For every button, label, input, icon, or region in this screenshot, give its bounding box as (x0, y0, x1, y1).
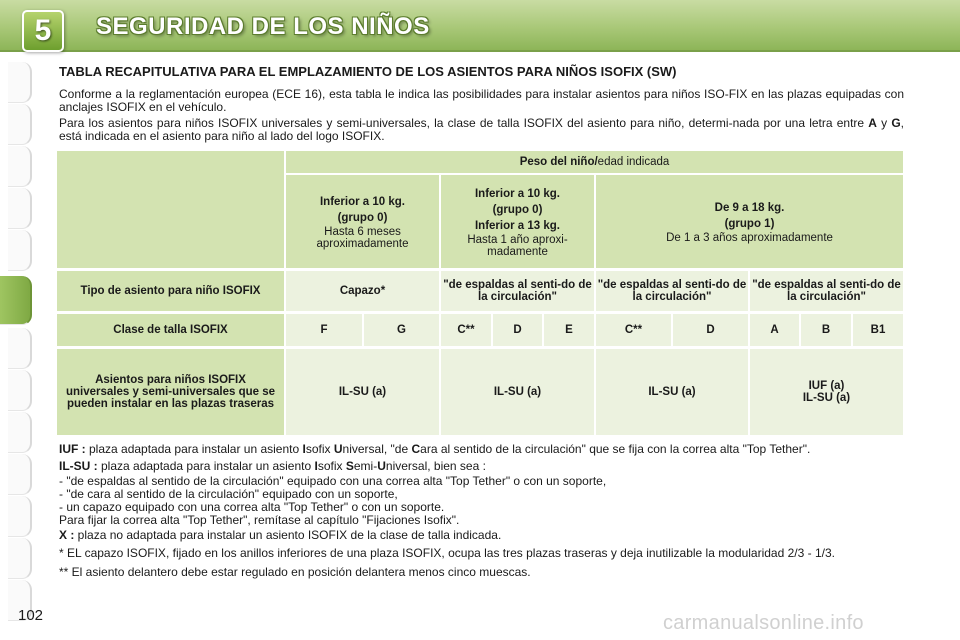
weight-group-cell (596, 175, 903, 268)
chapter-tab[interactable] (8, 454, 32, 495)
seat-type-cell: "de espaldas al senti-do de la circulación" (596, 271, 748, 311)
chapter-tab[interactable] (8, 412, 32, 453)
seat-type-label: Tipo de asiento para niño ISOFIX (57, 271, 284, 311)
size-class-cell: D (493, 314, 542, 346)
seats-value-cell: IL-SU (a) (596, 349, 748, 435)
size-class-cell: G (364, 314, 439, 346)
chapter-tab[interactable] (8, 328, 32, 369)
weight-group-heading: Inferior a 10 kg. (474, 187, 560, 200)
chapter-tab-active[interactable] (0, 276, 32, 325)
seats-value-cell: IL-SU (a) (286, 349, 439, 435)
header-divider (0, 50, 960, 52)
seats-value-cell: IUF (a) IL-SU (a) (750, 349, 903, 435)
weight-group-age: De 1 a 3 años aproximadamente (666, 231, 833, 244)
weight-group-heading: Inferior a 10 kg. (319, 195, 405, 208)
watermark: carmanualsonline.info (663, 612, 864, 634)
note-star: * EL capazo ISOFIX, fijado en los anillos inferiores de una plaza ISOFIX, ocupa las tres plazas traseras y deja inutilizable la modularidad 2/3 - 1/3. (59, 546, 835, 560)
section-title: TABLA RECAPITULATIVA PARA EL EMPLAZAMIENTO DE LOS ASIENTOS PARA NIÑOS ISOFIX (SW) (59, 64, 677, 79)
size-class-cell: D (673, 314, 748, 346)
size-class-cell: E (544, 314, 594, 346)
chapter-tab[interactable] (8, 370, 32, 411)
intro-paragraph-size-class: Para los asientos para niños ISOFIX universales y semi-universales, la clase de talla ISOFIX del asiento para niño, determi-nada por una letra entre A y G, está indicada en el asiento para niño al lado del logo ISOFIX. (59, 116, 904, 143)
size-class-cell: F (286, 314, 362, 346)
seat-type-cell: "de espaldas al senti-do de la circulación" (750, 271, 903, 311)
note-x: X : plaza no adaptada para instalar un asiento ISOFIX de la clase de talla indicada. (59, 528, 502, 542)
note-fixing: Para fijar la correa alta "Top Tether", remítase al capítulo "Fijaciones Isofix". (59, 513, 460, 527)
chapter-tab[interactable] (8, 538, 32, 579)
note-ilsu: IL-SU : plaza adaptada para instalar un asiento Isofix Semi-Universal, bien sea : (59, 459, 486, 473)
chapter-tab[interactable] (8, 230, 32, 271)
note-dash-line: - "de cara al sentido de la circulación" equipado con un soporte, (59, 487, 398, 501)
weight-group-heading: (grupo 1) (724, 217, 775, 230)
intro-paragraph: Conforme a la reglamentación europea (ECE 16), esta tabla le indica las posibilidades para instalar asientos para niños ISO-FIX en las plazas equipadas con anclajes ISOFIX en el vehículo. (59, 87, 904, 114)
weight-group-heading: Inferior a 13 kg. (474, 219, 560, 232)
legend-notes (59, 443, 904, 579)
seats-value-cell: IL-SU (a) (441, 349, 594, 435)
chapter-number-badge: 5 (22, 10, 64, 52)
weight-group-cell (441, 175, 594, 268)
page-number: 102 (18, 607, 44, 624)
weight-group-age: Hasta 1 año aproxi-madamente (467, 233, 568, 258)
weight-group-heading: De 9 a 18 kg. (714, 201, 785, 214)
weight-group-age: Hasta 6 meses aproximadamente (316, 225, 409, 250)
chapter-tab[interactable] (8, 496, 32, 537)
size-class-cell: C** (596, 314, 671, 346)
chapter-tab[interactable] (8, 104, 32, 145)
weight-header: Peso del niño/edad indicada (286, 151, 903, 173)
seats-label: Asientos para niños ISOFIX universales y semi-universales que se pueden instalar en las plazas traseras (57, 349, 284, 435)
chapter-title: SEGURIDAD DE LOS NIÑOS (96, 13, 430, 40)
chapter-tab[interactable] (8, 62, 32, 103)
weight-group-heading: (grupo 0) (337, 211, 388, 224)
note-iuf: IUF : plaza adaptada para instalar un asiento Isofix Universal, "de Cara al sentido de la circulación" que se fija con la correa alta "Top Tether". (59, 442, 811, 456)
note-double-star: ** El asiento delantero debe estar regulado en posición delantera menos cinco muescas. (59, 565, 531, 579)
size-class-cell: A (750, 314, 799, 346)
weight-group-heading: (grupo 0) (492, 203, 543, 216)
size-class-cell: C** (441, 314, 491, 346)
chapter-tab[interactable] (8, 188, 32, 229)
chapter-tabs (0, 62, 36, 622)
seat-type-cell: "de espaldas al senti-do de la circulación" (441, 271, 594, 311)
size-class-cell: B (801, 314, 851, 346)
note-dash-line: - un capazo equipado con una correa alta "Top Tether" o con un soporte. (59, 500, 445, 514)
table-corner-cell (57, 151, 284, 268)
size-class-label: Clase de talla ISOFIX (57, 314, 284, 346)
weight-group-cell (286, 175, 439, 268)
seat-type-cell: Capazo* (286, 271, 439, 311)
note-dash-line: - "de espaldas al sentido de la circulación" equipado con una correa alta "Top Tether" o con un soporte, (59, 474, 607, 488)
size-class-cell: B1 (853, 314, 903, 346)
chapter-tab[interactable] (8, 146, 32, 187)
